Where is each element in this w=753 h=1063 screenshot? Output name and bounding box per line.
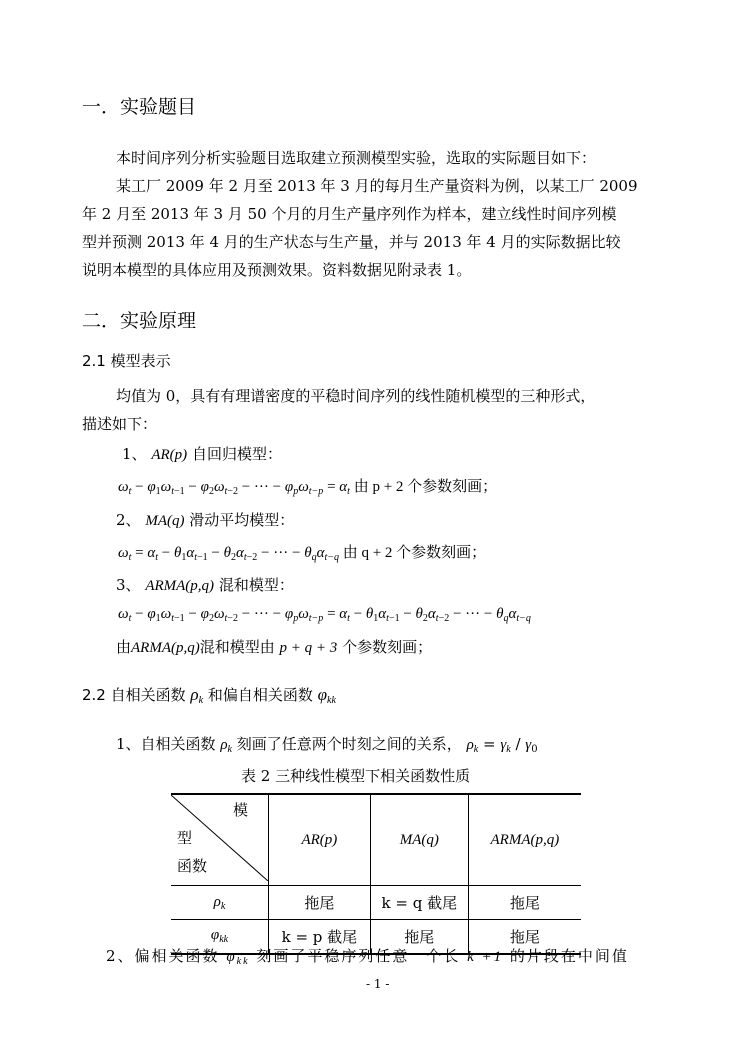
acf-line-prefix: 1、自相关函数 [116, 735, 216, 753]
table-corner-cell [171, 794, 269, 886]
table-caption: 表 2 三种线性模型下相关函数性质 [241, 767, 471, 785]
item-2-label: MA(q) [145, 513, 185, 529]
summary-expr: p + q + 3 [279, 640, 338, 656]
corner-top-label: 模 [233, 801, 249, 819]
item-2-line [116, 506, 294, 535]
item-1-label: AR(p) [151, 447, 188, 463]
table-cell: 拖尾 [370, 920, 468, 954]
subsection-2-1-title: 2.1 模型表示 [82, 352, 171, 370]
item-3-suffix: 混和模型： [218, 576, 294, 594]
item-1-prefix: 1、 [122, 445, 147, 463]
subsection-2-2-title: 2.2 自相关函数 $\rho_k$ 和偏自相关函数 $\varphi_{kk}$ [82, 685, 336, 706]
section-1-para-2-line-3: 型并预测 2013 年 4 月的生产状态与生产量，并与 2013 年 4 月的实际数据比较 [82, 233, 621, 251]
row-label-rho: $\rho_k$ [171, 886, 269, 920]
acf-line: 1、自相关函数 $\rho_k$ 刻画了任意两个时刻之间的关系， $\rho_k = \gamma_k / \gamma_0$ [116, 735, 538, 755]
correlation-properties-table [171, 793, 581, 955]
pacf-line: 2、偏相关函数 $\varphi_{kk}$ 刻画了平稳序列任意一个长 k +1 的片段在中间值 [106, 947, 629, 967]
subsection-2-2-title-mid: 和偏自相关函数 [207, 686, 313, 704]
item-3-label: ARMA(p,q) [145, 578, 215, 594]
table-cell: 拖尾 [269, 886, 371, 920]
item-2-suffix: 滑动平均模型： [189, 511, 295, 529]
section-1-title: 一．实验题目 [82, 96, 197, 118]
summary-prefix: 由 [116, 638, 132, 656]
summary-line [116, 633, 432, 662]
summary-suffix: 个参数刻画； [342, 638, 433, 656]
intro-line-2: 描述如下： [82, 415, 158, 433]
row-label-phi: $\varphi_{kk}$ [171, 920, 269, 954]
pacf-line-expr: k +1 [467, 949, 504, 965]
table-cell: 拖尾 [468, 886, 581, 920]
header-arma: ARMA(p,q) [468, 794, 581, 886]
corner-mid-label: 型 [177, 829, 193, 847]
item-3-line [116, 571, 294, 600]
item-2-prefix: 2、 [116, 511, 141, 529]
equation-ar: $\omega_t - \varphi_1\omega_{t-1} - \varphi_2\omega_{t-2}$ − ··· − $\varphi_p\omega_{t-p} = \alpha_t$ 由 p + 2 个参数刻画； [118, 479, 498, 497]
section-1-para-2-line-1: 某工厂 2009 年 2 月至 2013 年 3 月的每月生产量资料为例，以某工厂 2009 [116, 177, 638, 195]
item-1-line [122, 440, 282, 469]
table-cell: k = p 截尾 [269, 920, 371, 954]
equation-ma: $\omega_t = \alpha_t - \theta_1\alpha_{t-1} - \theta_2\alpha_{t-2}$ − ··· − $\theta_q\alpha_{t-q}$ 由 q + 2 个参数刻画； [118, 545, 487, 563]
pacf-line-mid: 刻画了平稳序列任意一个长 [256, 947, 461, 965]
table-cell: k = q 截尾 [370, 886, 468, 920]
section-1-para-2-line-4: 说明本模型的具体应用及预测效果。资料数据见附录表 1。 [82, 261, 472, 279]
section-2-title: 二．实验原理 [82, 310, 197, 332]
item-1-suffix: 自回归模型： [191, 445, 282, 463]
section-1-para-1: 本时间序列分析实验题目选取建立预测模型实验，选取的实际题目如下： [116, 149, 597, 167]
table-cell: 拖尾 [468, 920, 581, 954]
equation-ar-tail: 由 p + 2 个参数刻画； [353, 479, 498, 495]
equation-ma-tail: 由 q + 2 个参数刻画； [342, 545, 487, 561]
header-ma: MA(q) [370, 794, 468, 886]
equation-arma: $\omega_t - \varphi_1\omega_{t-1} - \varphi_2\omega_{t-2}$ − ··· − $\varphi_p\omega_{t-p} = \alpha_t - \theta_1\alpha_{t-1} - \theta_2\alpha_{t-2}$ − ··· − $\theta_q\alpha_{t-q}$ [118, 606, 531, 624]
section-1-para-2-line-2: 年 2 月至 2013 年 3 月 50 个月的月生产量序列作为样本，建立线性时间序列模 [82, 205, 617, 223]
pacf-line-prefix: 2、偏相关函数 [106, 947, 220, 965]
table-row [171, 886, 581, 920]
summary-mid: 混和模型由 [199, 638, 275, 656]
item-3-prefix: 3、 [116, 576, 141, 594]
page-number: - 1 - [366, 977, 390, 991]
header-ar: AR(p) [269, 794, 371, 886]
table-header-row [171, 794, 581, 886]
subsection-2-2-title-prefix: 2.2 自相关函数 [82, 686, 186, 704]
acf-line-mid: 刻画了任意两个时刻之间的关系， [236, 735, 462, 753]
corner-bottom-label: 函数 [177, 857, 208, 875]
intro-line-1: 均值为 0，具有有理谱密度的平稳时间序列的线性随机模型的三种形式， [116, 387, 596, 405]
summary-label: ARMA(p,q) [131, 640, 200, 656]
pacf-line-suffix: 的片段在中间值 [509, 947, 629, 965]
